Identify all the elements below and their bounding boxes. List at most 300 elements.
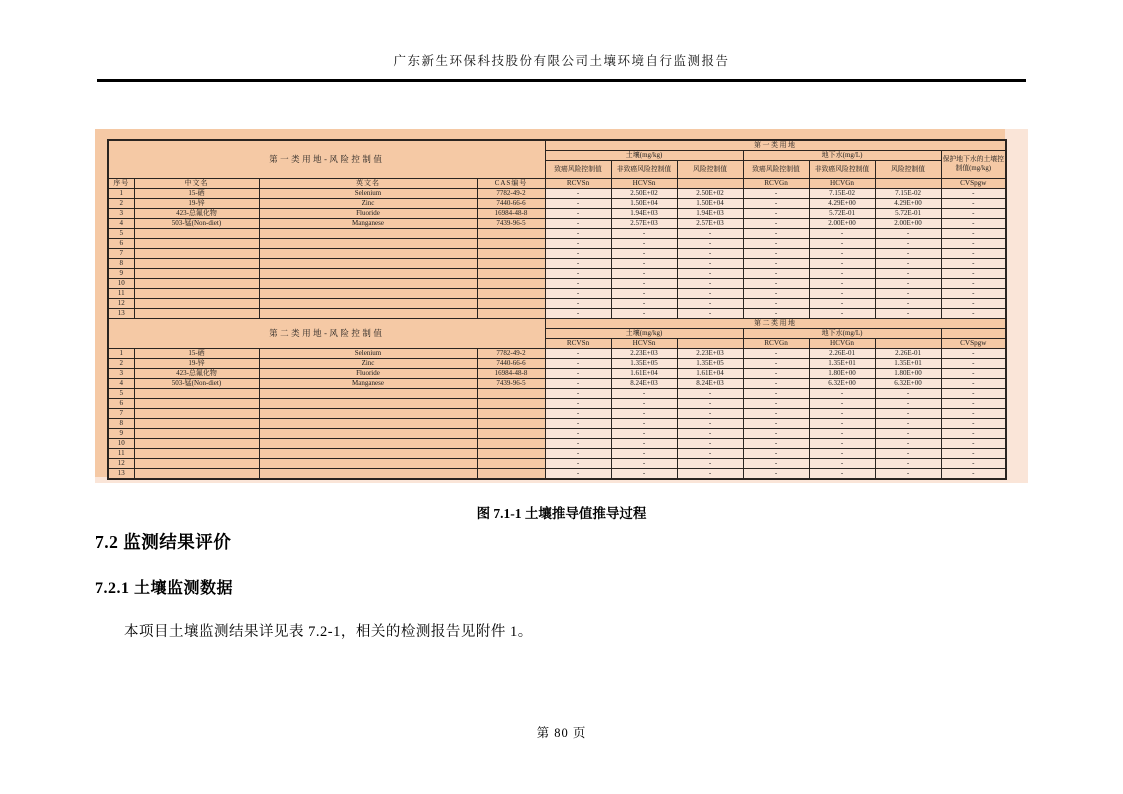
column-header: 英文名 — [259, 179, 477, 189]
section-left-header: 第二类用地-风险控制值 — [108, 319, 545, 349]
cell-value: - — [677, 449, 743, 459]
cell-value: - — [743, 279, 809, 289]
cell-value: - — [545, 239, 611, 249]
cell-cas: 7439-96-5 — [477, 219, 545, 229]
cell-en-name: Zinc — [259, 359, 477, 369]
cell-seq: 2 — [108, 359, 134, 369]
table-row — [108, 189, 1006, 199]
cell-seq: 12 — [108, 299, 134, 309]
section-heading: 7.2 监测结果评价 — [95, 532, 232, 552]
cell-value: - — [941, 369, 1006, 379]
cell-seq: 2 — [108, 199, 134, 209]
cell-value: - — [941, 279, 1006, 289]
cell-cas: 16984-48-8 — [477, 369, 545, 379]
cell-cn-name: 15-硒 — [134, 189, 259, 199]
cell-cn-name — [134, 399, 259, 409]
cell-value: 4.29E+00 — [875, 199, 941, 209]
cell-seq: 1 — [108, 189, 134, 199]
risk-subheader: 非致癌风险控制值 — [809, 161, 875, 179]
cell-en-name — [259, 459, 477, 469]
table-row — [108, 379, 1006, 389]
cell-value: - — [941, 399, 1006, 409]
cell-en-name — [259, 449, 477, 459]
risk-subheader: 风险控制值 — [677, 161, 743, 179]
cell-cn-name — [134, 229, 259, 239]
protect-groundwater-header: 保护地下水的土壤控制值(mg/kg) — [941, 151, 1006, 179]
cell-value: - — [941, 199, 1006, 209]
subsection-heading: 7.2.1 土壤监测数据 — [95, 580, 234, 597]
cell-value: 5.72E-01 — [809, 209, 875, 219]
cell-value: - — [743, 209, 809, 219]
cell-value: - — [545, 199, 611, 209]
cell-en-name — [259, 289, 477, 299]
panel-right-margin — [1005, 129, 1028, 483]
cell-seq: 10 — [108, 279, 134, 289]
column-header: 中文名 — [134, 179, 259, 189]
cell-en-name — [259, 259, 477, 269]
cell-cn-name — [134, 309, 259, 319]
cell-en-name: Manganese — [259, 379, 477, 389]
cell-value: - — [875, 399, 941, 409]
cell-value: - — [743, 429, 809, 439]
cell-cas — [477, 469, 545, 480]
cell-value: - — [545, 369, 611, 379]
cell-value: - — [545, 469, 611, 480]
cell-value: - — [941, 349, 1006, 359]
risk-subheader: 非致癌风险控制值 — [611, 161, 677, 179]
cell-value: - — [941, 239, 1006, 249]
cell-value: - — [941, 379, 1006, 389]
cell-value: - — [941, 189, 1006, 199]
cell-seq: 13 — [108, 309, 134, 319]
cell-cn-name — [134, 269, 259, 279]
cell-value: - — [611, 429, 677, 439]
table-row — [108, 199, 1006, 209]
cell-en-name — [259, 249, 477, 259]
table-row — [108, 409, 1006, 419]
cell-value: - — [545, 419, 611, 429]
cell-cas — [477, 389, 545, 399]
cell-value: - — [809, 469, 875, 480]
cell-cn-name: 423-总氟化物 — [134, 209, 259, 219]
cell-en-name: Selenium — [259, 189, 477, 199]
cell-value: - — [875, 459, 941, 469]
page-number: 第 80 页 — [536, 726, 587, 740]
code-header: CVSpgw — [941, 179, 1006, 189]
cell-value: - — [875, 389, 941, 399]
cell-value: - — [809, 279, 875, 289]
cell-value: - — [611, 439, 677, 449]
cell-seq: 4 — [108, 379, 134, 389]
cell-value: - — [611, 299, 677, 309]
cell-value: - — [545, 189, 611, 199]
cell-cn-name — [134, 389, 259, 399]
cell-cas: 7782-49-2 — [477, 349, 545, 359]
cell-value: - — [611, 259, 677, 269]
cell-value: - — [677, 439, 743, 449]
cell-value: - — [941, 259, 1006, 269]
code-header: RCVSn — [545, 179, 611, 189]
cell-value: 5.72E-01 — [875, 209, 941, 219]
cell-value: - — [743, 449, 809, 459]
table-row — [108, 399, 1006, 409]
cell-cas — [477, 229, 545, 239]
cell-seq: 8 — [108, 259, 134, 269]
cell-value: - — [545, 209, 611, 219]
cell-value: 1.94E+03 — [677, 209, 743, 219]
cell-cas — [477, 289, 545, 299]
cell-value: - — [677, 269, 743, 279]
cell-cn-name — [134, 289, 259, 299]
cell-value: 7.15E-02 — [809, 189, 875, 199]
cell-cas — [477, 249, 545, 259]
cell-en-name: Manganese — [259, 219, 477, 229]
cell-seq: 6 — [108, 239, 134, 249]
page-header-title: 广东新生环保科技股份有限公司土壤环境自行监测报告 — [393, 54, 730, 68]
cell-value: - — [545, 249, 611, 259]
cell-value: - — [743, 189, 809, 199]
cell-cn-name — [134, 409, 259, 419]
cell-value: - — [743, 469, 809, 480]
cell-value: - — [677, 259, 743, 269]
cell-value: 1.35E+01 — [875, 359, 941, 369]
cell-value: - — [677, 409, 743, 419]
code-header: RCVSn — [545, 339, 611, 349]
cell-value: - — [677, 309, 743, 319]
cell-en-name — [259, 269, 477, 279]
code-header: HCVGn — [809, 339, 875, 349]
cell-value: - — [809, 249, 875, 259]
cell-en-name — [259, 229, 477, 239]
cell-value: - — [545, 279, 611, 289]
cell-value: - — [809, 269, 875, 279]
cell-value: - — [545, 459, 611, 469]
cell-value: - — [941, 209, 1006, 219]
cell-value: 2.26E-01 — [875, 349, 941, 359]
table-row — [108, 279, 1006, 289]
cell-cn-name: 503-锰(Non-diet) — [134, 219, 259, 229]
cell-cn-name: 15-硒 — [134, 349, 259, 359]
cell-value: - — [743, 259, 809, 269]
figure-caption: 图 7.1-1 土壤推导值推导过程 — [476, 506, 647, 521]
table-row — [108, 369, 1006, 379]
cell-value: - — [875, 419, 941, 429]
cell-cn-name — [134, 299, 259, 309]
cell-value: 2.23E+03 — [677, 349, 743, 359]
table-row — [108, 359, 1006, 369]
cell-value: - — [875, 309, 941, 319]
cell-value: - — [743, 219, 809, 229]
cell-value: - — [743, 419, 809, 429]
cell-value: - — [545, 229, 611, 239]
cell-cas — [477, 299, 545, 309]
cell-cas — [477, 279, 545, 289]
cell-value: - — [809, 439, 875, 449]
cell-value: - — [941, 449, 1006, 459]
cell-cas: 7440-66-6 — [477, 359, 545, 369]
cell-seq: 11 — [108, 289, 134, 299]
table-row — [108, 439, 1006, 449]
cell-seq: 10 — [108, 439, 134, 449]
cell-value: - — [545, 439, 611, 449]
cell-value: - — [545, 289, 611, 299]
cell-en-name — [259, 419, 477, 429]
cell-cn-name — [134, 249, 259, 259]
cell-value: 1.61E+04 — [677, 369, 743, 379]
cell-seq: 11 — [108, 449, 134, 459]
cell-value: - — [677, 229, 743, 239]
cell-value: - — [875, 229, 941, 239]
cell-cn-name — [134, 419, 259, 429]
cell-value: - — [941, 469, 1006, 480]
code-header — [677, 179, 743, 189]
cell-seq: 1 — [108, 349, 134, 359]
cell-value: 1.50E+04 — [677, 199, 743, 209]
table-row — [108, 309, 1006, 319]
land-use-header: 第二类用地 — [545, 319, 1006, 329]
cell-value: - — [545, 449, 611, 459]
cell-cas — [477, 459, 545, 469]
cell-value: - — [611, 229, 677, 239]
cell-value: - — [809, 309, 875, 319]
cell-value: - — [743, 269, 809, 279]
cell-value: - — [743, 289, 809, 299]
cell-cas: 16984-48-8 — [477, 209, 545, 219]
soil-unit-header: 土壤(mg/kg) — [545, 329, 743, 339]
cell-cas — [477, 259, 545, 269]
cell-en-name: Zinc — [259, 199, 477, 209]
code-header: RCVGn — [743, 339, 809, 349]
table-row — [108, 259, 1006, 269]
cell-value: - — [875, 429, 941, 439]
cell-value: - — [743, 299, 809, 309]
cell-value: - — [809, 259, 875, 269]
cell-value: - — [545, 309, 611, 319]
cell-value: 1.35E+05 — [677, 359, 743, 369]
cell-value: - — [941, 269, 1006, 279]
cell-seq: 3 — [108, 369, 134, 379]
cell-value: - — [941, 419, 1006, 429]
cell-value: - — [611, 289, 677, 299]
cell-value: - — [611, 399, 677, 409]
table-row — [108, 469, 1006, 480]
cell-value: 1.61E+04 — [611, 369, 677, 379]
cell-cn-name — [134, 439, 259, 449]
cell-value: - — [677, 299, 743, 309]
cell-cas: 7782-49-2 — [477, 189, 545, 199]
cell-value: - — [545, 269, 611, 279]
cell-value: - — [677, 469, 743, 480]
cell-value: - — [941, 439, 1006, 449]
cell-cas — [477, 409, 545, 419]
cell-value: - — [875, 439, 941, 449]
cell-value: - — [743, 369, 809, 379]
cell-value: - — [743, 409, 809, 419]
code-header — [677, 339, 743, 349]
cell-cas — [477, 309, 545, 319]
cell-value: - — [941, 389, 1006, 399]
code-header: RCVGn — [743, 179, 809, 189]
groundwater-unit-header: 地下水(mg/L) — [743, 151, 941, 161]
table-row — [108, 449, 1006, 459]
cell-cn-name — [134, 279, 259, 289]
code-header: HCVGn — [809, 179, 875, 189]
cell-value: - — [611, 239, 677, 249]
cell-value: 1.80E+00 — [809, 369, 875, 379]
cell-value: - — [941, 309, 1006, 319]
cell-cn-name — [134, 259, 259, 269]
code-header: CVSpgw — [941, 339, 1006, 349]
cell-value: - — [743, 379, 809, 389]
cell-value: 6.32E+00 — [875, 379, 941, 389]
column-header: CAS编号 — [477, 179, 545, 189]
cell-value: - — [677, 239, 743, 249]
cell-en-name — [259, 299, 477, 309]
cell-value: 4.29E+00 — [809, 199, 875, 209]
code-header — [875, 339, 941, 349]
cell-cn-name — [134, 459, 259, 469]
cell-cas: 7440-66-6 — [477, 199, 545, 209]
code-header — [875, 179, 941, 189]
table-row — [108, 299, 1006, 309]
code-header: HCVSn — [611, 339, 677, 349]
table-row — [108, 429, 1006, 439]
cell-value: - — [809, 389, 875, 399]
cell-value: - — [743, 309, 809, 319]
cell-value: - — [809, 409, 875, 419]
groundwater-unit-header: 地下水(mg/L) — [743, 329, 941, 339]
risk-subheader: 致癌风险控制值 — [545, 161, 611, 179]
cell-value: - — [941, 299, 1006, 309]
section-left-header: 第一类用地-风险控制值 — [108, 140, 545, 179]
cell-value: - — [941, 219, 1006, 229]
table-row — [108, 229, 1006, 239]
cell-en-name — [259, 399, 477, 409]
cell-value: 2.26E-01 — [809, 349, 875, 359]
cell-value: - — [875, 469, 941, 480]
cell-cas — [477, 269, 545, 279]
cell-value: - — [611, 449, 677, 459]
cell-value: 8.24E+03 — [611, 379, 677, 389]
cell-seq: 4 — [108, 219, 134, 229]
cell-value: 1.94E+03 — [611, 209, 677, 219]
protect-groundwater-header — [941, 329, 1006, 339]
cell-value: - — [611, 459, 677, 469]
cell-value: - — [743, 359, 809, 369]
risk-subheader: 致癌风险控制值 — [743, 161, 809, 179]
cell-value: - — [875, 299, 941, 309]
cell-value: 2.50E+02 — [611, 189, 677, 199]
table-row — [108, 459, 1006, 469]
cell-value: - — [875, 289, 941, 299]
cell-value: - — [677, 389, 743, 399]
cell-value: - — [875, 449, 941, 459]
cell-value: - — [677, 459, 743, 469]
cell-cas — [477, 449, 545, 459]
cell-value: - — [545, 299, 611, 309]
cell-value: 1.35E+01 — [809, 359, 875, 369]
cell-seq: 13 — [108, 469, 134, 480]
cell-en-name — [259, 389, 477, 399]
cell-value: - — [611, 389, 677, 399]
cell-value: 2.57E+03 — [677, 219, 743, 229]
table-row — [108, 209, 1006, 219]
cell-value: 2.00E+00 — [875, 219, 941, 229]
cell-cas — [477, 399, 545, 409]
soil-unit-header: 土壤(mg/kg) — [545, 151, 743, 161]
cell-value: 1.50E+04 — [611, 199, 677, 209]
risk-control-table — [107, 139, 1007, 480]
cell-value: - — [743, 249, 809, 259]
cell-value: 1.35E+05 — [611, 359, 677, 369]
cell-seq: 7 — [108, 249, 134, 259]
cell-value: - — [941, 229, 1006, 239]
cell-seq: 9 — [108, 269, 134, 279]
cell-value: - — [809, 399, 875, 409]
cell-value: - — [875, 269, 941, 279]
table-row — [108, 289, 1006, 299]
cell-value: - — [545, 409, 611, 419]
cell-value: - — [677, 289, 743, 299]
cell-value: - — [941, 429, 1006, 439]
cell-value: - — [809, 449, 875, 459]
header-rule — [97, 79, 1026, 82]
cell-en-name: Fluoride — [259, 369, 477, 379]
cell-cas — [477, 429, 545, 439]
table-row — [108, 239, 1006, 249]
cell-value: - — [545, 219, 611, 229]
cell-value: - — [677, 419, 743, 429]
cell-value: - — [545, 429, 611, 439]
cell-value: - — [743, 229, 809, 239]
cell-value: - — [545, 259, 611, 269]
cell-en-name: Fluoride — [259, 209, 477, 219]
cell-value: - — [941, 409, 1006, 419]
cell-value: 2.50E+02 — [677, 189, 743, 199]
cell-value: - — [809, 239, 875, 249]
cell-value: - — [875, 409, 941, 419]
cell-value: 2.23E+03 — [611, 349, 677, 359]
cell-seq: 3 — [108, 209, 134, 219]
cell-value: - — [743, 349, 809, 359]
cell-seq: 12 — [108, 459, 134, 469]
cell-value: - — [611, 269, 677, 279]
cell-en-name: Selenium — [259, 349, 477, 359]
land-use-header: 第一类用地 — [545, 140, 1006, 151]
cell-value: - — [611, 419, 677, 429]
cell-seq: 5 — [108, 229, 134, 239]
cell-value: - — [809, 299, 875, 309]
table-row — [108, 219, 1006, 229]
cell-cn-name — [134, 429, 259, 439]
cell-value: - — [875, 249, 941, 259]
cell-cas: 7439-96-5 — [477, 379, 545, 389]
cell-value: 6.32E+00 — [809, 379, 875, 389]
cell-value: - — [875, 239, 941, 249]
cell-value: - — [875, 259, 941, 269]
cell-value: - — [809, 429, 875, 439]
cell-value: - — [677, 429, 743, 439]
cell-value: - — [809, 459, 875, 469]
cell-value: 2.57E+03 — [611, 219, 677, 229]
cell-cn-name: 423-总氟化物 — [134, 369, 259, 379]
cell-value: - — [743, 399, 809, 409]
cell-value: - — [941, 459, 1006, 469]
cell-cn-name: 19-锌 — [134, 199, 259, 209]
cell-value: - — [941, 249, 1006, 259]
table-row — [108, 389, 1006, 399]
cell-seq: 9 — [108, 429, 134, 439]
